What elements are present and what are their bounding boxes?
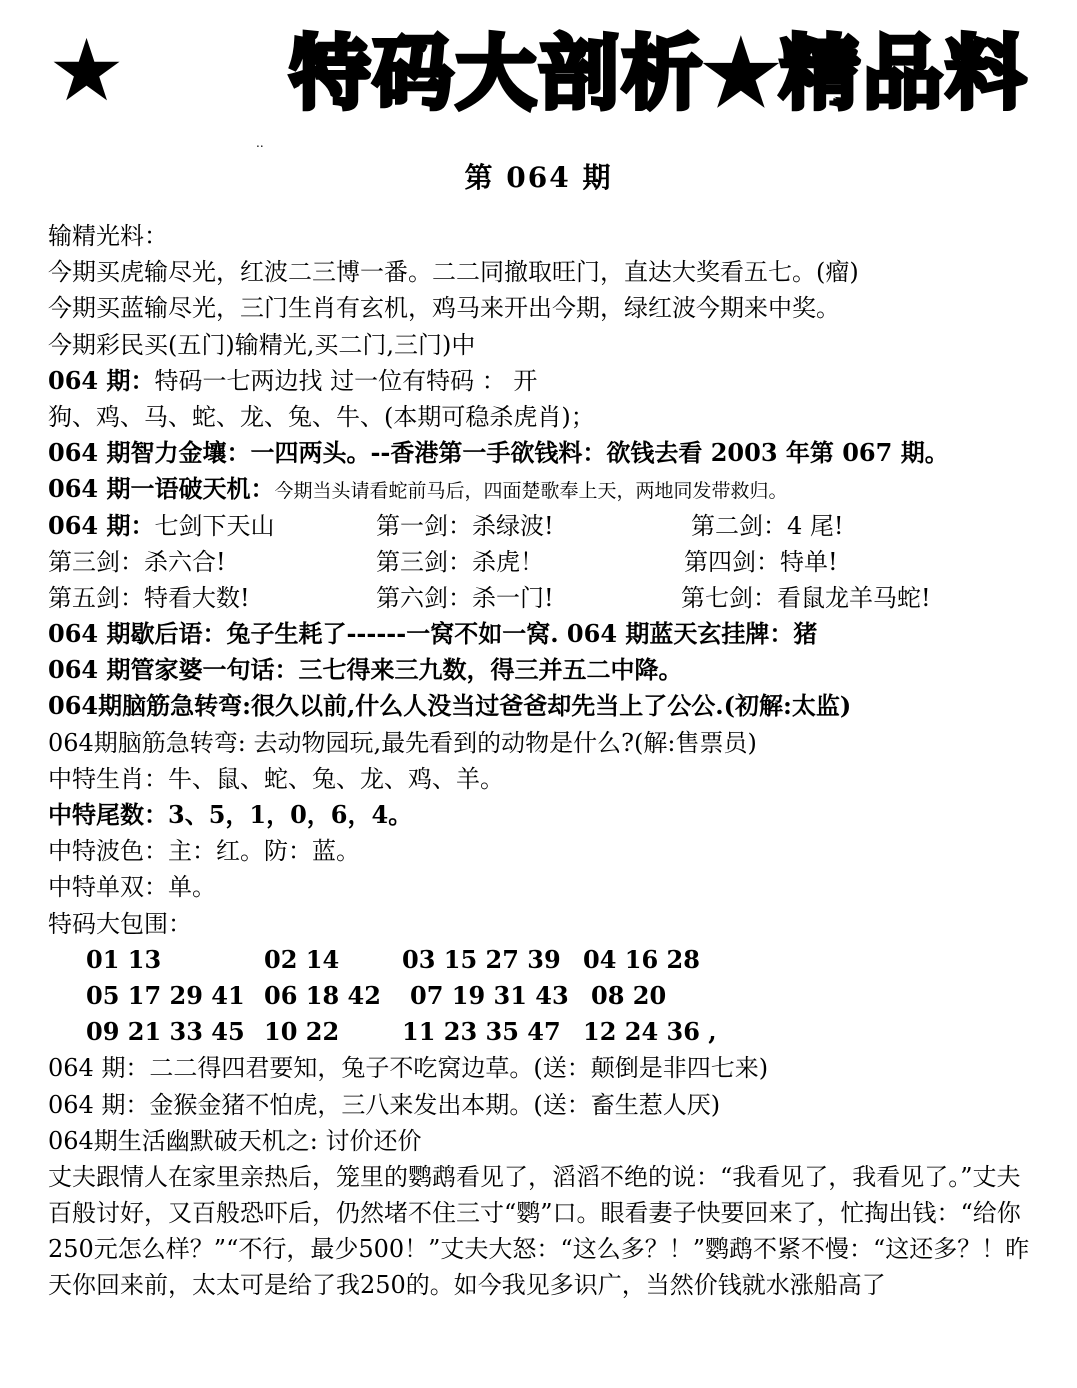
text-span: 第六剑：杀一门! (376, 583, 554, 612)
star-icon: ★ (48, 21, 126, 121)
text-line: 中特单双：单。 (48, 873, 216, 902)
text-line: 输精光料： (48, 222, 168, 250)
text-span: 七剑下天山 (154, 511, 275, 540)
text-span: 第七剑：看鼠龙羊马蛇! (681, 583, 931, 612)
text-span (48, 508, 274, 544)
story-paragraph: 丈夫跟情人在家里亲热后，笼里的鹦鹉看见了，滔滔不绝的说：“我看见了，我看见了。”丈夫百般讨好，又百般恐吓后，仍然堵不住三寸“鹦”口。眼看妻子快要回来了，忙掏出钱：“给你250元怎么样？”“不行，最少500！”丈夫大怒：“这么多？！”鹦鹉不紧不慢：“这还多？！昨天你回来前，太太可是给了我250的。如今我见多识广，当然价钱就水涨船高了 (48, 1162, 1030, 1300)
number-group: 11 23 35 47 (402, 1017, 561, 1047)
text-line: 今期买虎输尽光，红波二三博一番。二二同撤取旺门，直达大奖看五七。(瘤) (48, 258, 859, 287)
text-span: 第一剑：杀绿波! (376, 511, 554, 540)
text-span: 第五剑：特看大数! (48, 583, 250, 612)
number-group: 04 16 28 (583, 944, 700, 974)
number-group: 07 19 31 43 (410, 980, 569, 1010)
text-span: 第二剑：4 尾! (691, 511, 844, 540)
text-span: 特码一七两边找 过一位有特码 ： 开 (154, 366, 538, 395)
issue-label: 064 期： (48, 510, 155, 540)
number-row (48, 1014, 1048, 1050)
number-group: 05 17 29 41 (86, 980, 245, 1010)
text-line (48, 363, 1048, 399)
text-line: 狗、鸡、马、蛇、龙、兔、牛、(本期可稳杀虎肖)； (48, 402, 595, 431)
number-row (48, 978, 1048, 1014)
page-title: 特码大剖析★精品料 (290, 27, 1029, 120)
number-group: 12 24 36 , (583, 1017, 717, 1047)
text-line: 中特生肖：牛、鼠、蛇、兔、龙、鸡、羊。 (48, 764, 504, 793)
number-group: 10 22 (264, 1017, 340, 1047)
text-line: 中特尾数：3、5，1，0，6，4。 (48, 800, 413, 829)
text-line: 今期彩民买(五门)输精光,买二门,三门)中 (48, 330, 476, 359)
text-line (48, 471, 1048, 507)
number-group: 06 18 42 (264, 980, 381, 1010)
text-line: 064 期：金猴金猪不怕虎，三八来发出本期。(送：畜生惹人厌) (48, 1090, 721, 1119)
sword-row (48, 508, 1048, 544)
text-line: 064 期管家婆一句话：三七得来三九数，得三并五二中降。 (48, 655, 683, 685)
number-group: 01 13 (86, 944, 162, 974)
dots: .. (256, 136, 264, 150)
sword-row (48, 544, 1048, 580)
sword-row (48, 580, 1048, 616)
text-span: 第四剑：特单! (684, 547, 838, 576)
text-line: 064 期：二二得四君要知，兔子不吃窝边草。(送：颠倒是非四七来) (48, 1054, 769, 1083)
content (48, 218, 1048, 1304)
issue-label: 064 期一语破天机： (48, 474, 275, 504)
text-span: 今期当头请看蛇前马后，四面楚歌奉上天，两地同发带救归。 (274, 480, 788, 503)
text-span: 第三剑：杀虎！ (376, 547, 544, 576)
number-group: 03 15 27 39 (402, 944, 561, 974)
text-span: 第三剑：杀六合! (48, 547, 226, 576)
number-group: 09 21 33 45 (86, 1017, 245, 1047)
text-line: 064 期智力金壤：一四两头。--香港第一手欲钱料：欲钱去看 2003 年第 067 期。 (48, 438, 949, 468)
text-line: 064 期歇后语：兔子生耗了------一窝不如一窝. 064 期蓝天玄挂牌：猪 (48, 619, 818, 649)
text-line: 064期生活幽默破天机之: 讨价还价 (48, 1126, 422, 1155)
issue-number: 第 064 期 (464, 161, 613, 194)
header (0, 0, 1077, 150)
text-line: 今期买蓝输尽光，三门生肖有玄机，鸡马来开出今期，绿红波今期来中奖。 (48, 294, 840, 323)
text-line: 特码大包围： (48, 909, 192, 938)
number-group: 02 14 (264, 944, 340, 974)
issue-label: 064 期： (48, 365, 155, 395)
text-line: 064期脑筋急转弯: 去动物园玩,最先看到的动物是什么?(解:售票员) (48, 728, 757, 757)
number-row (48, 942, 1048, 978)
text-line: 中特波色：主：红。防：蓝。 (48, 837, 360, 866)
number-group: 08 20 (591, 980, 667, 1010)
text-line: 064期脑筋急转弯:很久以前,什么人没当过爸爸却先当上了公公.(初解:太监) (48, 691, 852, 721)
